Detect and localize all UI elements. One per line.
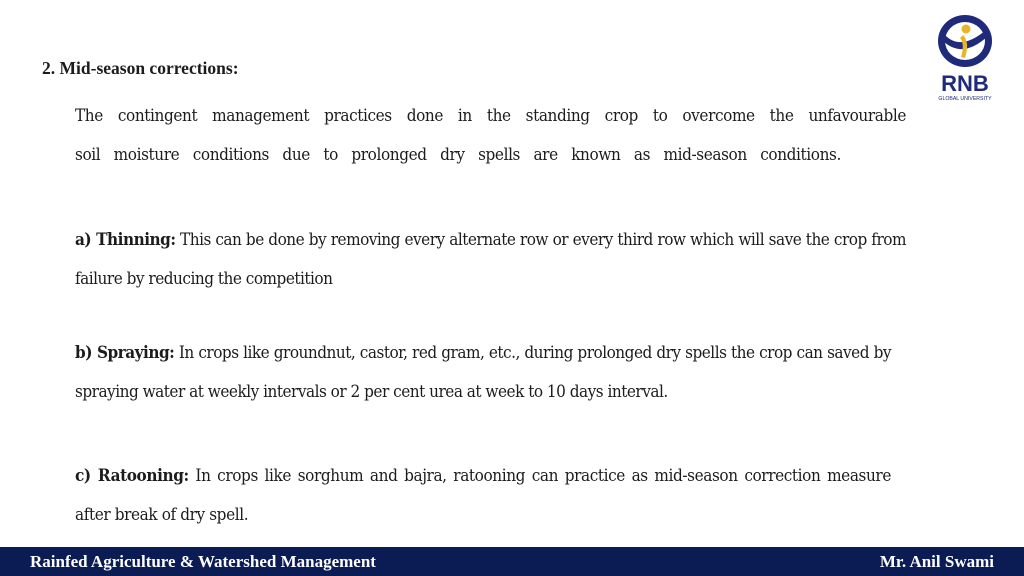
slide-heading: 2. Mid-season corrections: (42, 58, 239, 78)
item-thinning (75, 221, 906, 298)
item-label: b) Spraying: (75, 343, 175, 363)
item-label: a) Thinning: (75, 230, 176, 250)
item-text: This can be done by removing every alternate row or every third row which will save the crop from failure by reducing the competition (75, 230, 906, 289)
logo-subtitle: GLOBAL UNIVERSITY (938, 96, 992, 102)
item-label: c) Ratooning: (75, 466, 189, 486)
item-text: In crops like sorghum and bajra, ratooning can practice as mid-season correction measure after break of dry spell. (75, 466, 891, 525)
footer-bar (0, 547, 1024, 576)
footer-course-title: Rainfed Agriculture & Watershed Management (30, 552, 376, 571)
item-spraying (75, 334, 891, 411)
item-text: In crops like groundnut, castor, red gram, etc., during prolonged dry spells the crop can saved by spraying water at weekly intervals or 2 per cent urea at week to 10 days interval. (75, 343, 891, 402)
logo-figure-head (962, 25, 971, 34)
intro-paragraph: The contingent management practices done in the standing crop to overcome the unfavourable soil moisture conditions due to prolonged dry spells are known as mid-season conditions. (75, 106, 906, 165)
footer-author: Mr. Anil Swami (879, 552, 994, 571)
item-ratooning (75, 457, 891, 534)
logo-wordmark: RNB (941, 71, 989, 96)
university-logo (930, 12, 1000, 104)
